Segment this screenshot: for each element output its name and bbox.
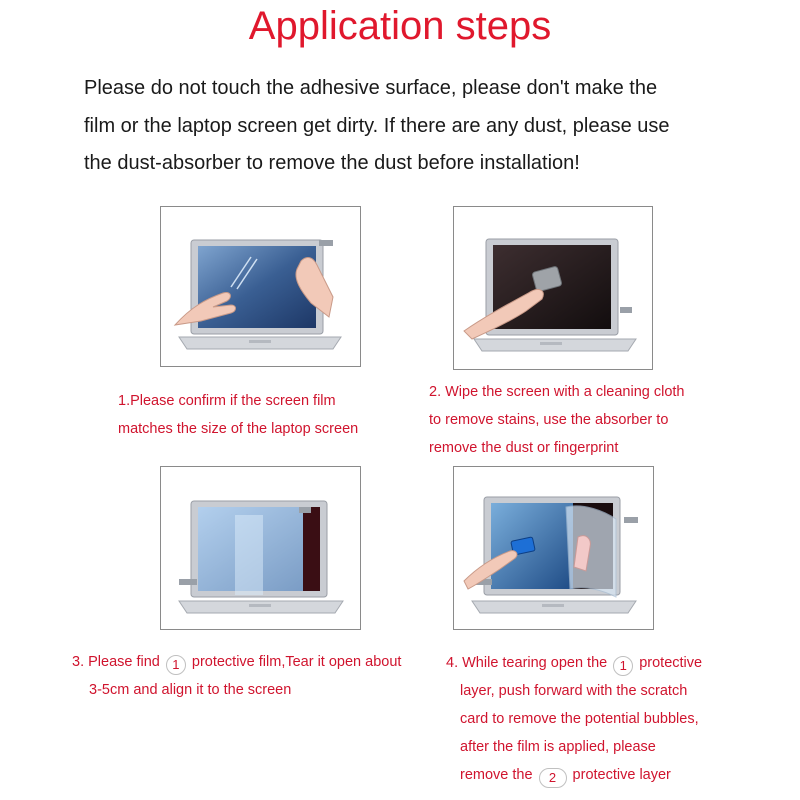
- step-line: matches the size of the laptop screen: [118, 421, 359, 437]
- step-line: [446, 649, 702, 677]
- intro-paragraph: [84, 70, 784, 183]
- intro-line: the dust-absorber to remove the dust before installation!: [84, 152, 580, 174]
- step-line: [446, 761, 702, 789]
- laptop-illustration: [161, 207, 360, 366]
- step-text: protective layer: [572, 767, 671, 783]
- intro-line: film or the laptop screen get dirty. If there are any dust, please use: [84, 114, 670, 137]
- step-line: after the film is applied, please: [460, 739, 656, 755]
- step-line: remove the dust or fingerprint: [429, 440, 619, 456]
- step-text: protective film,Tear it open about: [191, 654, 402, 670]
- step-3-image: [160, 466, 361, 630]
- laptop-illustration: [454, 207, 652, 369]
- number-marker: 1: [166, 655, 186, 675]
- step-4-image: [453, 466, 654, 630]
- step-line: card to remove the potential bubbles,: [460, 711, 699, 727]
- step-line: [72, 648, 401, 676]
- step-line: layer, push forward with the scratch: [460, 683, 688, 699]
- protective-film: [566, 506, 616, 597]
- step-2-caption: [429, 378, 685, 462]
- step-text: protective: [639, 655, 703, 671]
- step-1-caption: [118, 387, 358, 443]
- step-3-caption: [72, 648, 401, 704]
- step-line: 3-5cm and align it to the screen: [89, 682, 292, 698]
- laptop-illustration: [454, 467, 653, 629]
- laptop-illustration: [161, 467, 360, 629]
- step-2-image: [453, 206, 653, 370]
- step-text: 4. While tearing open the: [446, 655, 608, 671]
- step-4-caption: [446, 649, 702, 789]
- number-marker: 2: [539, 768, 567, 788]
- number-marker: 1: [613, 656, 633, 676]
- step-1-image: [160, 206, 361, 367]
- step-text: 3. Please find: [72, 654, 160, 670]
- step-line: 1.Please confirm if the screen film: [118, 393, 336, 409]
- step-text: remove the: [460, 767, 533, 783]
- step-line: to remove stains, use the absorber to: [429, 412, 669, 428]
- step-line: 2. Wipe the screen with a cleaning cloth: [429, 384, 685, 400]
- intro-line: Please do not touch the adhesive surface, please don't make the: [84, 77, 658, 99]
- page-title: Application steps: [248, 4, 552, 48]
